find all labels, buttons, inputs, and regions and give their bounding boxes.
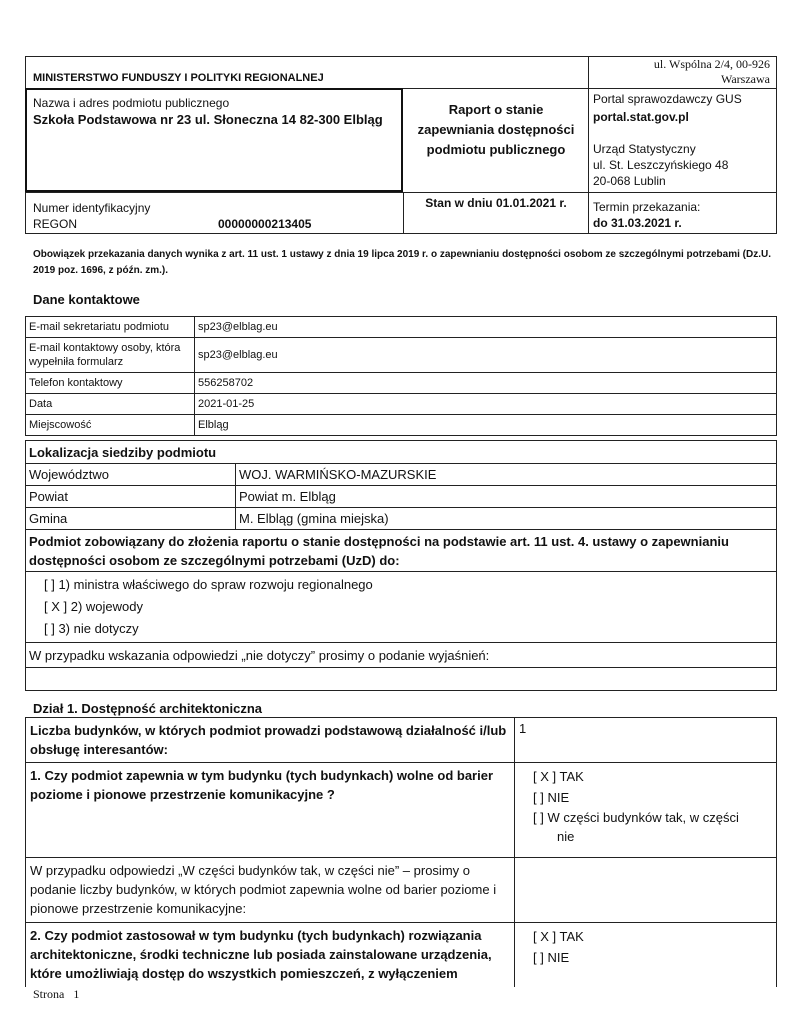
report-title: Raport o stanie zapewniania dostępności podmiotu publicznego <box>417 102 575 157</box>
location-label: Powiat <box>26 486 236 508</box>
q1-partial-text: W przypadku odpowiedzi „W części budynków tak, w części nie” – prosimy o podanie liczby budynków, w których podmiot zapewnia wolne od barier poziome i pionowe przestrzenie komunikacyjne: <box>26 858 515 923</box>
option-not-applicable[interactable]: [ ] 3) nie dotyczy <box>44 621 139 636</box>
buildings-value[interactable]: 1 <box>515 718 777 763</box>
option-voivode[interactable]: [ X ] 2) wojewody <box>44 599 143 614</box>
location-value: WOJ. WARMIŃSKO-MAZURSKIE <box>236 464 777 486</box>
q1-text: 1. Czy podmiot zapewnia w tym budynku (tych budynkach) wolne od barier poziome i pionowe przestrzenie komunikacyjne ? <box>26 763 515 858</box>
table-row <box>26 338 777 373</box>
office-line-2: ul. St. Leszczyńskiego 48 <box>593 158 729 172</box>
page-number: 1 <box>73 987 80 1001</box>
q2-options <box>515 923 777 988</box>
table-row <box>26 415 777 436</box>
state-date: Stan w dniu 01.01.2021 r. <box>425 196 567 210</box>
table-row <box>26 373 777 394</box>
header-vline <box>588 56 589 234</box>
table-row <box>26 858 777 923</box>
explain-field[interactable] <box>26 668 777 691</box>
buildings-label: Liczba budynków, w których podmiot prowadzi podstawową działalność i/lub obsługę interesantów: <box>26 718 515 763</box>
table-row <box>26 530 777 572</box>
q1-option-no[interactable]: [ ] NIE <box>533 790 570 805</box>
q1-partial-value[interactable] <box>515 858 777 923</box>
contact-label: Data <box>26 394 195 415</box>
location-section-title: Lokalizacja siedziby podmiotu <box>26 441 777 464</box>
deadline-value: do 31.03.2021 r. <box>593 216 682 230</box>
table-row <box>26 441 777 464</box>
contact-value: Elbląg <box>195 415 777 436</box>
contact-label: E-mail kontaktowy osoby, która wypełniła formularz <box>26 338 195 373</box>
option-ministry[interactable]: [ ] 1) ministra właściwego do spraw rozwoju regionalnego <box>44 577 373 592</box>
entity-value: Szkoła Podstawowa nr 23 ul. Słoneczna 14 82-300 Elbląg <box>33 112 383 127</box>
entity-label: Nazwa i adres podmiotu publicznego <box>33 96 230 110</box>
portal-label: Portal sprawozdawczy GUS <box>593 92 742 106</box>
ministry-name: MINISTERSTWO FUNDUSZY I POLITYKI REGIONALNEJ <box>33 72 324 84</box>
table-row <box>26 763 777 858</box>
location-label: Województwo <box>26 464 236 486</box>
q1-option-yes[interactable]: [ X ] TAK <box>533 769 584 784</box>
contact-label: Telefon kontaktowy <box>26 373 195 394</box>
contact-label: Miejscowość <box>26 415 195 436</box>
q1-options <box>515 763 777 858</box>
q2-option-yes[interactable]: [ X ] TAK <box>533 929 584 944</box>
location-value: Powiat m. Elbląg <box>236 486 777 508</box>
obligation-text: Podmiot zobowiązany do złożenia raportu o stanie dostępności na podstawie art. 11 ust. 4. ustawy o zapewnianiu dostępności osobom ze szczególnymi potrzebami (UzD) do: <box>26 530 777 572</box>
q2-option-no[interactable]: [ ] NIE <box>533 950 570 965</box>
header-vline-2 <box>403 192 404 234</box>
table-row <box>26 486 777 508</box>
location-label: Gmina <box>26 508 236 530</box>
table-row <box>26 464 777 486</box>
page-footer <box>33 987 79 1002</box>
page-label: Strona <box>33 987 65 1001</box>
contact-table <box>25 316 777 436</box>
contact-value: sp23@elblag.eu <box>195 317 777 338</box>
regon-value: 00000000213405 <box>218 217 312 231</box>
section1-title: Dział 1. Dostępność architektoniczna <box>33 701 263 716</box>
portal-value: portal.stat.gov.pl <box>593 110 689 124</box>
q1-option-partial[interactable]: [ ] W części budynków tak, w części nie <box>533 810 739 844</box>
section1-table <box>25 717 777 987</box>
contact-value: sp23@elblag.eu <box>195 338 777 373</box>
legal-note: Obowiązek przekazania danych wynika z art. 11 ust. 1 ustawy z dnia 19 lipca 2019 r. o zapewnianiu dostępności osobom ze szczególnymi potrzebami (Dz.U. 2019 poz. 1696, z późn. zm.). <box>33 249 771 276</box>
address-line-1: ul. Wspólna 2/4, 00-926 <box>653 57 770 71</box>
table-row <box>26 508 777 530</box>
table-row <box>26 718 777 763</box>
contact-section-title: Dane kontaktowe <box>33 292 140 307</box>
id-label: Numer identyfikacyjny <box>33 201 151 215</box>
header-hline-2 <box>25 192 777 193</box>
address-line-2: Warszawa <box>720 72 770 86</box>
table-row <box>26 394 777 415</box>
regon-label: REGON <box>33 217 78 231</box>
office-line-1: Urząd Statystyczny <box>593 142 696 156</box>
location-value: M. Elbląg (gmina miejska) <box>236 508 777 530</box>
contact-value: 2021-01-25 <box>195 394 777 415</box>
table-row <box>26 643 777 668</box>
table-row <box>26 317 777 338</box>
explain-prompt: W przypadku wskazania odpowiedzi „nie dotyczy” prosimy o podanie wyjaśnień: <box>26 643 777 668</box>
table-row <box>26 668 777 691</box>
table-row <box>26 572 777 643</box>
table-row <box>26 923 777 988</box>
office-line-3: 20-068 Lublin <box>593 174 666 188</box>
contact-value: 556258702 <box>195 373 777 394</box>
obligation-options <box>26 572 777 643</box>
location-table <box>25 440 777 691</box>
q2-text: 2. Czy podmiot zastosował w tym budynku (tych budynkach) rozwiązania architektoniczne, środki techniczne lub posiada zainstalowane urządzenia, które umożliwiają dostęp do wszystkich pomieszczeń, z wyłączeniem <box>26 923 515 988</box>
contact-label: E-mail sekretariatu podmiotu <box>26 317 195 338</box>
deadline-label: Termin przekazania: <box>593 200 701 214</box>
